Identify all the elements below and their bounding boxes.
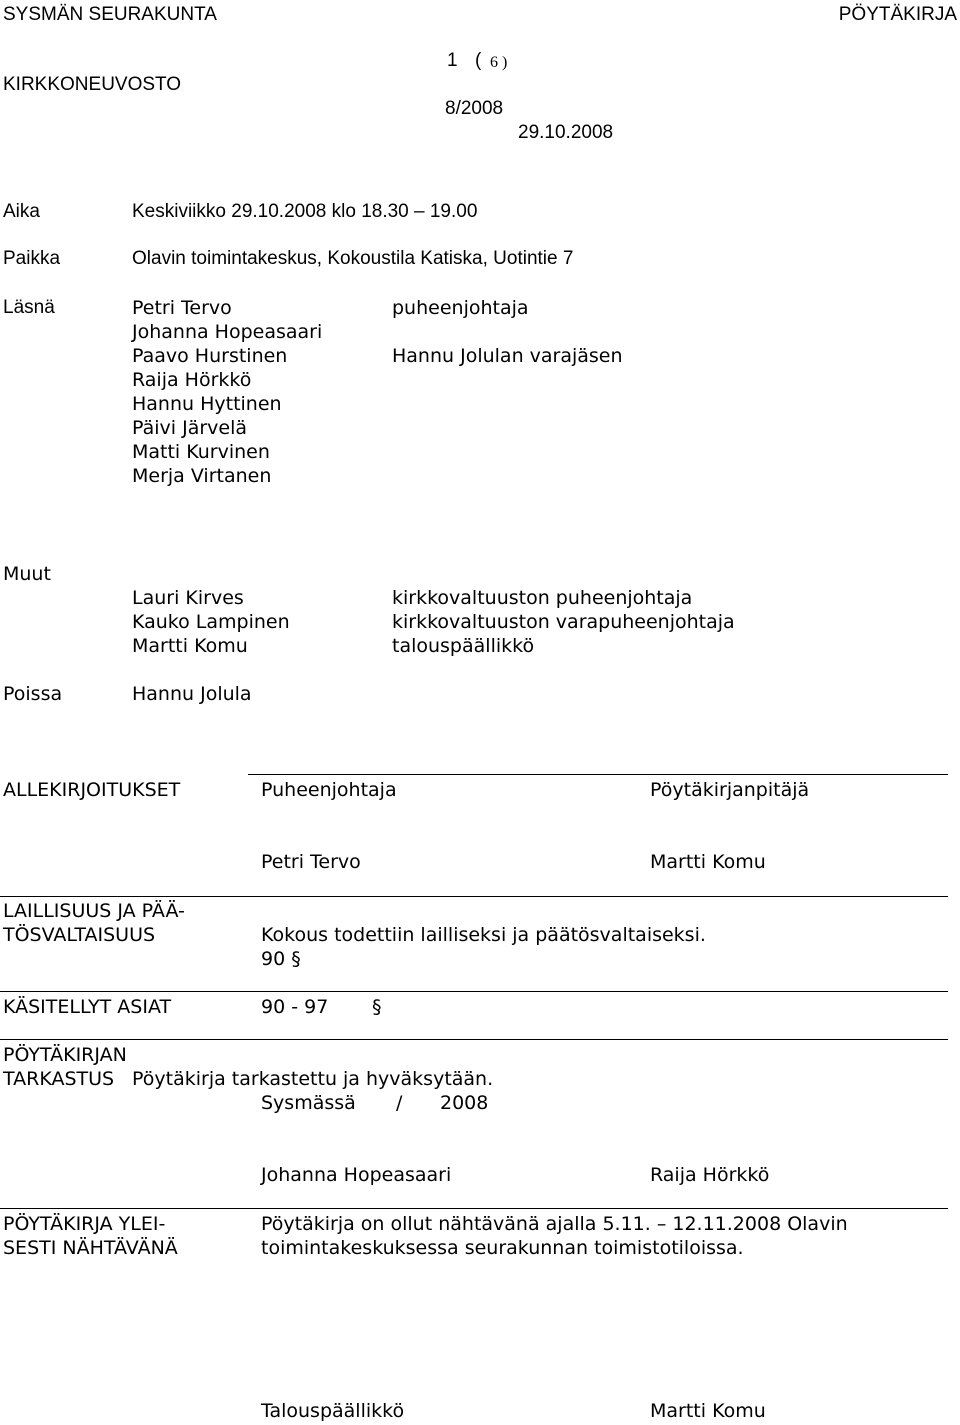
document-type: PÖYTÄKIRJA bbox=[838, 4, 957, 25]
review-text: Pöytäkirja tarkastettu ja hyväksytään. bbox=[132, 1068, 494, 1090]
chair-name: Petri Tervo bbox=[261, 851, 361, 873]
other-name: Lauri Kirves bbox=[132, 587, 244, 609]
other-name: Martti Komu bbox=[132, 635, 248, 657]
page-open-paren: ( bbox=[475, 50, 482, 71]
absent-label: Poissa bbox=[3, 683, 63, 705]
other-name: Kauko Lampinen bbox=[132, 611, 290, 633]
org-name: SYSMÄN SEURAKUNTA bbox=[3, 4, 217, 25]
meeting-number: 8/2008 bbox=[445, 98, 504, 119]
member-name: Johanna Hopeasaari bbox=[132, 321, 323, 343]
member-name: Päivi Järvelä bbox=[132, 417, 248, 439]
review-label-line1: PÖYTÄKIRJAN bbox=[3, 1044, 127, 1066]
public-label-line1: PÖYTÄKIRJA YLEI- bbox=[3, 1213, 166, 1235]
legality-section: 90 § bbox=[261, 948, 301, 970]
page-number: 1 bbox=[447, 50, 458, 71]
public-text-line2: toimintakeskuksessa seurakunnan toimistotiloissa. bbox=[261, 1237, 744, 1259]
member-name: Petri Tervo bbox=[132, 297, 232, 319]
time-label: Aika bbox=[3, 201, 40, 222]
review-label-line2: TARKASTUS bbox=[3, 1068, 115, 1090]
reviewer-name: Johanna Hopeasaari bbox=[261, 1164, 452, 1186]
other-role: kirkkovaltuuston puheenjohtaja bbox=[392, 587, 693, 609]
present-members-list bbox=[132, 296, 322, 488]
divider bbox=[0, 1208, 948, 1209]
divider bbox=[248, 774, 948, 775]
present-label: Läsnä bbox=[3, 297, 55, 318]
member-name: Hannu Hyttinen bbox=[132, 393, 282, 415]
other-role: kirkkovaltuuston varapuheenjohtaja bbox=[392, 611, 735, 633]
signatures-label: ALLEKIRJOITUKSET bbox=[3, 779, 181, 801]
handled-range: 90 - 97 bbox=[261, 996, 329, 1018]
footer-name: Martti Komu bbox=[650, 1400, 766, 1422]
page-total: 6 ) bbox=[490, 54, 508, 71]
handled-label: KÄSITELLYT ASIAT bbox=[3, 996, 172, 1018]
others-label: Muut bbox=[3, 563, 51, 585]
handled-section-mark: § bbox=[372, 996, 382, 1018]
absent-name: Hannu Jolula bbox=[132, 683, 252, 705]
time-value: Keskiviikko 29.10.2008 klo 18.30 – 19.00 bbox=[132, 201, 478, 222]
review-date-slash: / bbox=[396, 1092, 403, 1114]
member-name: Raija Hörkkö bbox=[132, 369, 252, 391]
review-year: 2008 bbox=[440, 1092, 489, 1114]
place-value: Olavin toimintakeskus, Kokoustila Katiska, Uotintie 7 bbox=[132, 248, 574, 269]
public-text-line1: Pöytäkirja on ollut nähtävänä ajalla 5.11. – 12.11.2008 Olavin bbox=[261, 1213, 848, 1235]
secretary-title: Pöytäkirjanpitäjä bbox=[650, 779, 810, 801]
member-name: Merja Virtanen bbox=[132, 465, 272, 487]
public-label-line2: SESTI NÄHTÄVÄNÄ bbox=[3, 1237, 178, 1259]
body-name: KIRKKONEUVOSTO bbox=[3, 74, 182, 95]
divider bbox=[0, 896, 948, 897]
legality-label-line1: LAILLISUUS JA PÄÄ- bbox=[3, 900, 185, 922]
other-role: talouspäällikkö bbox=[392, 635, 535, 657]
member-name: Paavo Hurstinen bbox=[132, 345, 288, 367]
place-label: Paikka bbox=[3, 248, 61, 269]
footer-title: Talouspäällikkö bbox=[261, 1400, 405, 1422]
member-name: Matti Kurvinen bbox=[132, 441, 270, 463]
reviewer-name: Raija Hörkkö bbox=[650, 1164, 770, 1186]
meeting-date: 29.10.2008 bbox=[518, 122, 614, 143]
secretary-name: Martti Komu bbox=[650, 851, 766, 873]
review-place: Sysmässä bbox=[261, 1092, 356, 1114]
legality-label-line2: TÖSVALTAISUUS bbox=[3, 924, 156, 946]
role-chair: puheenjohtaja bbox=[392, 297, 529, 319]
divider bbox=[0, 991, 948, 992]
legality-text: Kokous todettiin lailliseksi ja päätösvaltaiseksi. bbox=[261, 924, 706, 946]
divider bbox=[0, 1039, 948, 1040]
chair-title: Puheenjohtaja bbox=[261, 779, 397, 801]
role-deputy: Hannu Jolulan varajäsen bbox=[392, 345, 623, 367]
